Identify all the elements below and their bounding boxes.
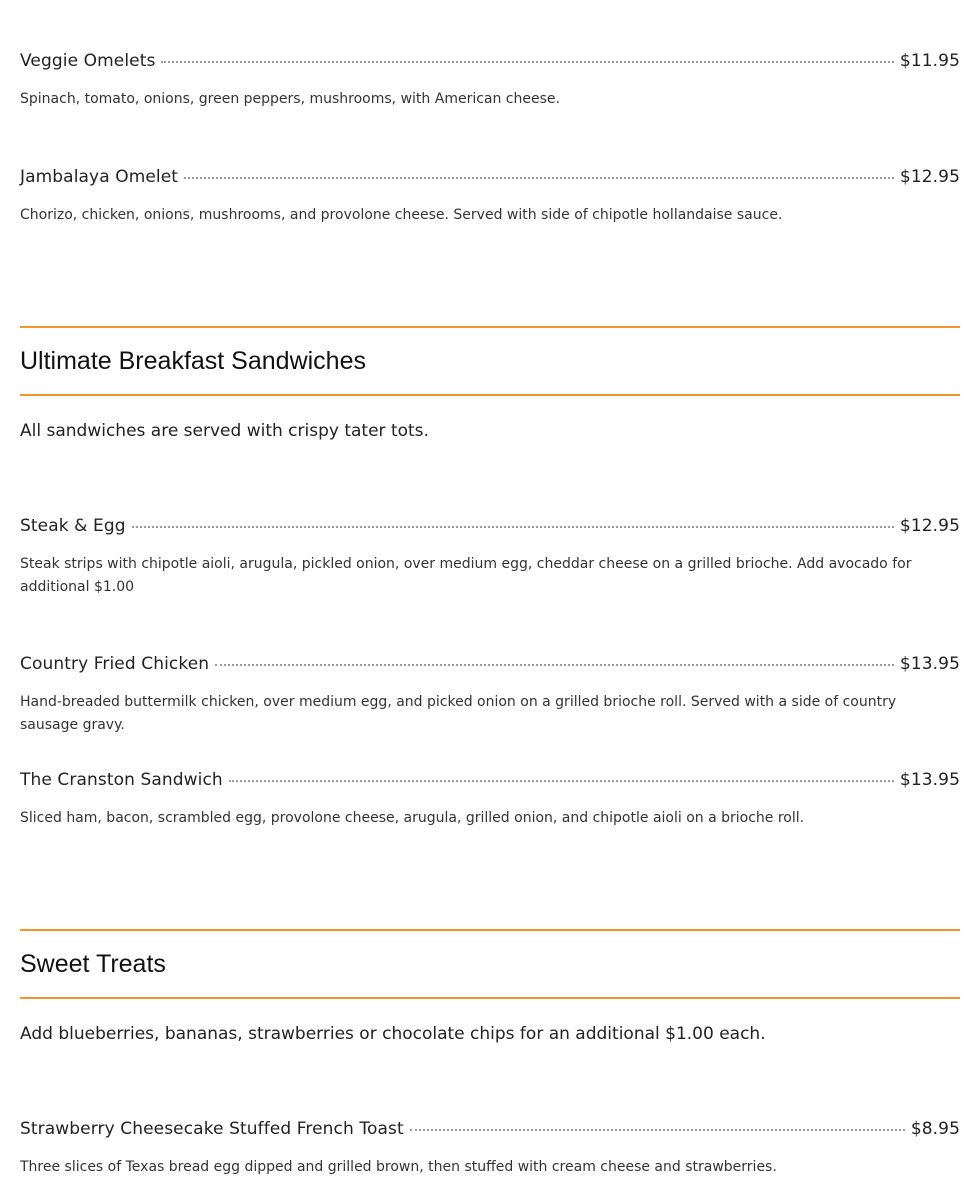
section-title-sweet-treats: Sweet Treats	[20, 950, 166, 978]
menu-item-description: Sliced ham, bacon, scrambled egg, provolone cheese, arugula, grilled onion, and chipotle aioli on a brioche roll.	[20, 810, 805, 826]
menu-item-name: Steak & Egg	[20, 516, 126, 536]
menu-item-description: Steak strips with chipotle aioli, arugula, pickled onion, over medium egg, cheddar cheese on a grilled brioche. Add avocado for additional $1.00	[20, 556, 912, 595]
menu-item-price: $13.95	[899, 654, 960, 674]
menu-item-name: The Cranston Sandwich	[20, 770, 223, 790]
section-note-sandwiches: All sandwiches are served with crispy tater tots.	[20, 421, 429, 441]
section-divider-top	[20, 929, 960, 931]
menu-item-steak-and-egg	[20, 516, 960, 542]
dot-leader	[161, 60, 893, 63]
menu-item-name: Veggie Omelets	[20, 51, 156, 71]
section-divider-bottom	[20, 997, 960, 999]
menu-item-price: $12.95	[899, 167, 960, 187]
menu-item-description: Hand-breaded buttermilk chicken, over medium egg, and picked onion on a grilled brioche roll. Served with a side of country sausage gravy.	[20, 694, 897, 733]
menu-item-country-fried-chicken	[20, 654, 960, 680]
menu-item-price: $13.95	[899, 770, 960, 790]
menu-item-stuffed-french-toast	[20, 1119, 960, 1145]
dot-leader	[410, 1128, 905, 1131]
menu-item-name: Strawberry Cheesecake Stuffed French Toast	[20, 1119, 404, 1139]
menu-item-cranston-sandwich	[20, 770, 960, 796]
section-divider-bottom	[20, 394, 960, 396]
menu-item-name: Jambalaya Omelet	[20, 167, 179, 187]
menu-item-name: Country Fried Chicken	[20, 654, 210, 674]
dot-leader	[215, 663, 894, 666]
dot-leader	[184, 176, 894, 179]
menu-item-jambalaya-omelet	[20, 167, 960, 193]
dot-leader	[229, 779, 894, 782]
menu-item-veggie-omelets	[20, 51, 960, 77]
menu-item-description: Three slices of Texas bread egg dipped and grilled brown, then stuffed with cream cheese and strawberries.	[20, 1159, 777, 1175]
section-title-sandwiches: Ultimate Breakfast Sandwiches	[20, 347, 366, 375]
section-divider-top	[20, 326, 960, 328]
menu-item-price: $8.95	[910, 1119, 960, 1139]
section-note-sweet-treats: Add blueberries, bananas, strawberries or chocolate chips for an additional $1.00 each.	[20, 1024, 766, 1044]
menu-item-price: $12.95	[899, 516, 960, 536]
menu-item-description: Chorizo, chicken, onions, mushrooms, and provolone cheese. Served with side of chipotle hollandaise sauce.	[20, 207, 783, 223]
menu-item-description: Spinach, tomato, onions, green peppers, mushrooms, with American cheese.	[20, 91, 560, 107]
menu-item-price: $11.95	[899, 51, 960, 71]
dot-leader	[132, 525, 894, 528]
